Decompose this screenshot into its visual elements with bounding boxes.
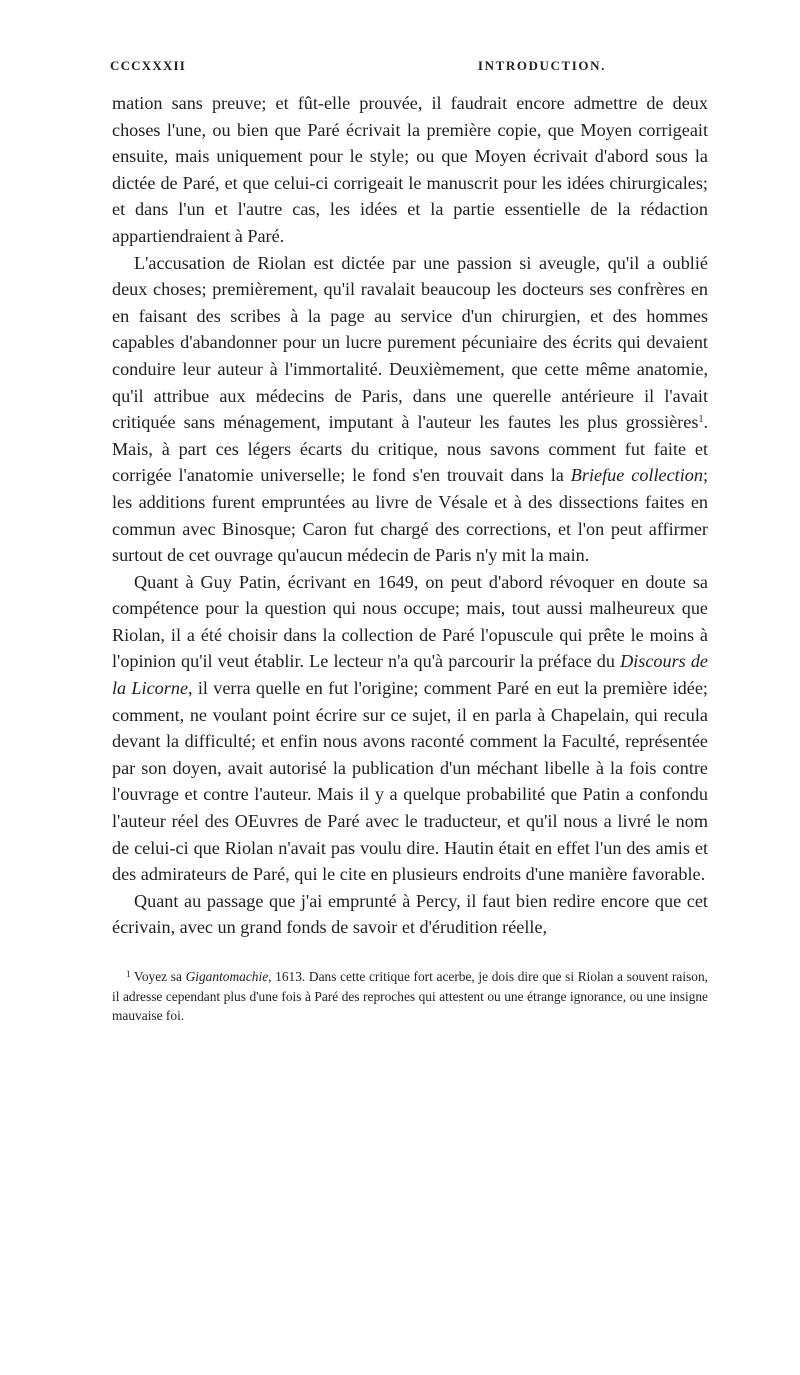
book-page: [112, 58, 708, 1026]
footnote-lead: Voyez sa: [133, 969, 182, 984]
paragraph-1: mation sans preuve; et fût-elle prouvée, il faudrait encore admettre de deux choses l'une, ou bien que Paré écrivait la première copie, que Moyen corrigeait ensuite, mais uniquement pour le style; ou que Moyen écrivait d'abord sous la dictée de Paré, et que celui-ci corrigeait le manuscrit pour les idées chirurgicales; et dans l'un et l'autre cas, les idées et la partie essentielle de la rédaction appartiendraient à Paré.: [112, 93, 708, 246]
paragraph-2: [112, 250, 708, 569]
footnote-mark: 1: [126, 969, 131, 979]
paragraph-2-part-b: . Mais, à part ces légers écarts du critique, nous savons comment fut faite et corrigée l'anatomie universelle; le fond s'en trouvait dans la: [112, 412, 708, 486]
paragraph-2-part-a: L'accusation de Riolan est dictée par une passion si aveugle, qu'il a oublié deux choses; premièrement, qu'il ravalait beaucoup les docteurs ses confrères en en faisant des scribes à la page au service d'un chirurgien, et des hommes capables d'abandonner pour un lucre purement pécuniaire des écrits qui devaient conduire leur auteur à l'immortalité. Deuxièmement, que cette même anatomie, qu'il attribue aux médecins de Paris, dans une querelle antérieure il l'avait critiquée sans ménagement, imputant à l'auteur les fautes les plus grossières: [112, 252, 708, 433]
paragraph-3: [112, 569, 708, 888]
paragraph-3-part-a: Quant à Guy Patin, écrivant en 1649, on peut d'abord révoquer en doute sa compétence pour la question qui nous occupe; mais, tout aussi malheureux que Riolan, il a été choisir dans la collection de Paré l'opuscule qui prête le moins à l'opinion qu'il veut établir. Le lecteur n'a qu'à parcourir la préface du: [112, 571, 708, 672]
footnote-book-title: Gigantomachie: [185, 969, 269, 984]
footnote: [112, 967, 708, 1026]
book-title-licorne: Discours de la Licorne: [112, 651, 709, 699]
page-number: CCCXXXII: [110, 58, 187, 73]
footnote-reference: 1: [698, 414, 704, 426]
footnote-text: [112, 967, 708, 1026]
paragraph-4: Quant au passage que j'ai emprunté à Percy, il faut bien redire encore que cet écrivain, avec un grand fonds de savoir et d'érudition réelle,: [112, 890, 708, 938]
running-head: [110, 58, 606, 74]
paragraph-2-part-c: ; les additions furent empruntées au livre de Vésale et à des dissections faites en commun avec Binosque; Caron fut chargé des corrections, et l'on peut affirmer surtout de cet ouvrage qu'aucun médecin de Paris n'y mit la main.: [112, 465, 709, 566]
paragraph-3-part-b: , il verra quelle en fut l'origine; comment Paré en eut la première idée; comment, ne voulant point écrire sur ce sujet, il en parla à Chapelain, qui recula devant la difficulté; et enfin nous avons raconté comment la Faculté, représentée par son doyen, avait autorisé la publication d'un méchant libelle à la fois contre l'ouvrage et contre l'auteur. Mais il y a quelque probabilité que Patin a confondu l'auteur réel des OEuvres de Paré avec le traducteur, et qu'il nous a livré le nom de celui-ci que Riolan n'avait pas voulu dire. Hautin était en effet l'un des amis et des admirateurs de Paré, qui le cite en plusieurs endroits d'une manière favorable.: [112, 678, 708, 885]
running-title: INTRODUCTION.: [477, 58, 606, 73]
footnote-body: , 1613. Dans cette critique fort acerbe, je dois dire que si Riolan a souvent raison, il adresse cependant plus d'une fois à Paré des reproches qui attestent ou une étrange ignorance, ou une insigne mauvaise foi.: [112, 969, 709, 1023]
book-title-briefue: Briefue collection: [570, 465, 703, 486]
main-text: [112, 90, 708, 941]
